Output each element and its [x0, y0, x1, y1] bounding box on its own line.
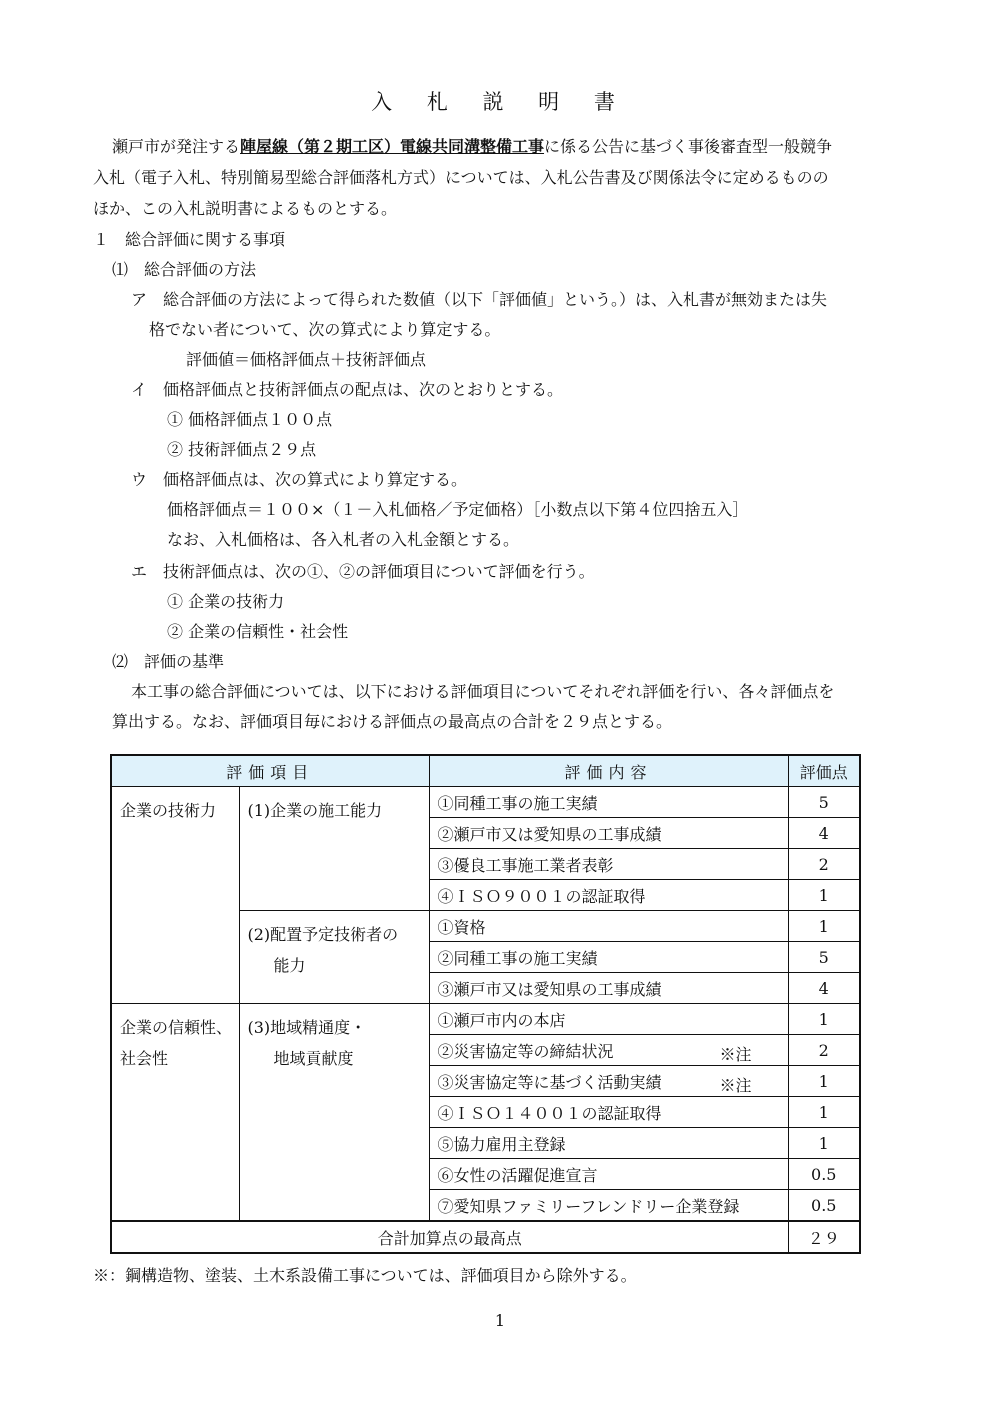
points-cell: 0.5 [788, 1159, 860, 1190]
page-number: 1 [494, 1311, 506, 1330]
points-cell: 5 [788, 787, 860, 818]
points-cell: 1 [788, 911, 860, 942]
section-1-heading: １ 総合評価に関する事項 [93, 230, 286, 249]
subgroup-label-line-1: (3)地域精通度・ [247, 1018, 367, 1037]
subgroup-label: (1)企業の施工能力 [247, 801, 383, 820]
total-points: ２９ [788, 1221, 860, 1253]
note-mark: ※注 [719, 1045, 752, 1064]
intro-line-1 [112, 139, 832, 155]
points-cell: 5 [788, 942, 860, 973]
tech-capability-item: ① 企業の技術力 [167, 592, 285, 611]
item-e-line-1: エ 技術評価点は、次の①、②の評価項目について評価を行う。 [131, 562, 595, 581]
subsection-2-heading: ⑵ 評価の基準 [112, 652, 225, 671]
evaluation-formula: 評価値＝価格評価点＋技術評価点 [186, 350, 427, 369]
total-label: 合計加算点の最高点 [111, 1221, 788, 1253]
subgroup-engineer-ability [239, 911, 429, 1004]
intro-text-c: に係る公告に基づく事後審査型一般競争 [544, 137, 833, 156]
group-reliability-sociality [111, 1004, 239, 1222]
header-points: 評価点 [788, 755, 860, 787]
content-cell: ②同種工事の施工実績 [429, 942, 788, 973]
intro-line-2: 入札（電子入札、特別簡易型総合評価落札方式）については、入札公告書及び関係法令に定めるものの [93, 168, 829, 187]
content-cell [429, 1066, 788, 1097]
table-row [111, 1004, 860, 1035]
item-a-line-1: ア 総合評価の方法によって得られた数値（以下「評価値」という。）は、入札書が無効または失 [131, 290, 828, 309]
intro-text-a: 瀬戸市が発注する [112, 137, 241, 156]
subgroup-regional-contribution [239, 1004, 429, 1222]
header-evaluation-item: 評価項目 [111, 755, 429, 787]
content-text: ③災害協定等に基づく活動実績 [437, 1072, 662, 1092]
content-cell: ②瀬戸市又は愛知県の工事成績 [429, 818, 788, 849]
content-cell: ⑦愛知県ファミリーフレンドリー企業登録 [429, 1190, 788, 1222]
points-cell: 4 [788, 973, 860, 1004]
points-cell: 4 [788, 818, 860, 849]
criteria-line-2: 算出する。なお、評価項目毎における評価点の最高点の合計を２９点とする。 [112, 712, 673, 731]
footnote: ※：鋼構造物、塗装、土木系設備工事については、評価項目から除外する。 [93, 1266, 637, 1285]
price-formula: 価格評価点＝１００×（１－入札価格／予定価格）［小数点以下第４位四捨五入］ [167, 500, 749, 519]
table-header-row [111, 755, 860, 787]
table-row [111, 787, 860, 818]
item-i-line-1: イ 価格評価点と技術評価点の配点は、次のとおりとする。 [131, 380, 564, 399]
points-cell: 1 [788, 1097, 860, 1128]
tech-points-item: ② 技術評価点２９点 [167, 440, 317, 459]
content-cell: ①同種工事の施工実績 [429, 787, 788, 818]
points-cell: 1 [788, 1004, 860, 1035]
points-cell: 1 [788, 1066, 860, 1097]
subgroup-label-line-1: (2)配置予定技術者の [247, 925, 399, 944]
evaluation-table [110, 754, 861, 1254]
item-a-line-2: 格でない者について、次の算式により算定する。 [149, 320, 501, 339]
reliability-item: ② 企業の信頼性・社会性 [167, 622, 349, 641]
item-u-line-1: ウ 価格評価点は、次の算式により算定する。 [131, 470, 468, 489]
group-label-line-2: 社会性 [120, 1049, 169, 1068]
header-evaluation-content: 評価内容 [429, 755, 788, 787]
content-cell: ④ＩＳＯ１４００１の認証取得 [429, 1097, 788, 1128]
subgroup-construction-ability [239, 787, 429, 911]
price-note: なお、入札価格は、各入札者の入札金額とする。 [167, 530, 520, 549]
content-cell: ③優良工事施工業者表彰 [429, 849, 788, 880]
points-cell: 2 [788, 1035, 860, 1066]
content-cell: ③瀬戸市又は愛知県の工事成績 [429, 973, 788, 1004]
price-points-item: ① 価格評価点１００点 [167, 410, 333, 429]
content-cell: ①資格 [429, 911, 788, 942]
content-cell: ⑤協力雇用主登録 [429, 1128, 788, 1159]
subgroup-label-line-2: 能力 [273, 956, 306, 975]
intro-line-3: ほか、この入札説明書によるものとする。 [93, 199, 398, 218]
subgroup-label-line-2: 地域貢献度 [273, 1049, 354, 1068]
subsection-1-heading: ⑴ 総合評価の方法 [112, 260, 257, 279]
content-cell: ④ＩＳＯ９００１の認証取得 [429, 880, 788, 911]
project-name: 陣屋線（第２期工区）電線共同溝整備工事 [240, 137, 545, 156]
criteria-line-1: 本工事の総合評価については、以下における評価項目についてそれぞれ評価を行い、各々評価点を [131, 682, 835, 701]
content-text: ②災害協定等の締結状況 [437, 1041, 614, 1061]
points-cell: 1 [788, 1128, 860, 1159]
points-cell: 1 [788, 880, 860, 911]
document-title: 入 札 説 明 書 [371, 90, 629, 114]
group-technical-capability [111, 787, 239, 1004]
group-label: 企業の技術力 [120, 801, 217, 820]
content-cell: ①瀬戸市内の本店 [429, 1004, 788, 1035]
points-cell: 0.5 [788, 1190, 860, 1222]
content-cell [429, 1035, 788, 1066]
table-total-row [111, 1221, 860, 1253]
group-label-line-1: 企業の信頼性、 [120, 1018, 233, 1037]
content-cell: ⑥女性の活躍促進宣言 [429, 1159, 788, 1190]
points-cell: 2 [788, 849, 860, 880]
note-mark: ※注 [719, 1076, 752, 1095]
